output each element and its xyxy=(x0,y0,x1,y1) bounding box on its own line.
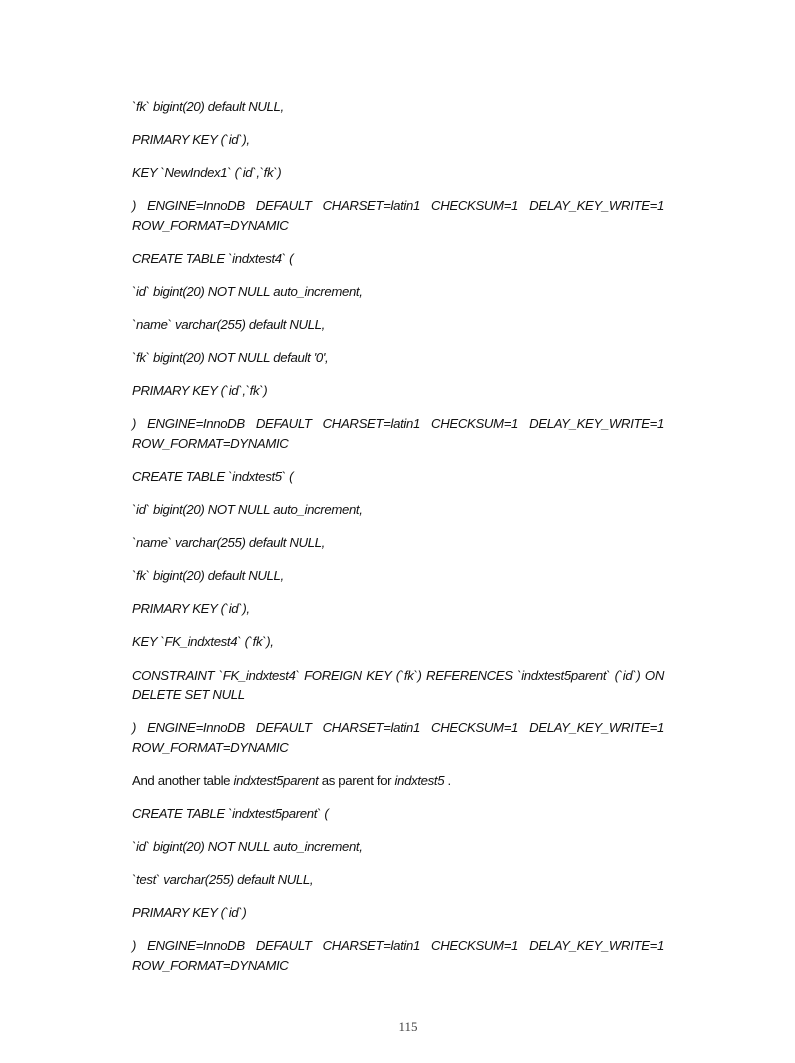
code-line: `fk` bigint(20) default NULL, xyxy=(132,99,284,114)
table-name: indxtest5parent xyxy=(233,772,319,788)
code-line: `fk` bigint(20) NOT NULL default '0', xyxy=(132,350,329,366)
code-line: PRIMARY KEY (`id`), xyxy=(132,132,250,148)
code-line: PRIMARY KEY (`id`,`fk`) xyxy=(132,383,268,399)
code-line: `id` bigint(20) NOT NULL auto_increment, xyxy=(132,502,363,518)
code-line: `id` bigint(20) NOT NULL auto_increment, xyxy=(132,283,363,299)
code-line: ) ENGINE=InnoDB DEFAULT CHARSET=latin1 CHECKSUM=1 DELAY_KEY_WRITE=1 ROW_FORMAT=DYNAMIC xyxy=(132,938,664,973)
code-line: `name` varchar(255) default NULL, xyxy=(132,535,325,551)
child-table-name: indxtest5 xyxy=(394,772,445,788)
code-line: CONSTRAINT `FK_indxtest4` FOREIGN KEY (`fk`) REFERENCES `indxtest5parent` (`id`) ON DELETE SET NULL xyxy=(132,667,664,702)
code-line: `fk` bigint(20) default NULL, xyxy=(132,568,284,584)
code-line: KEY `NewIndex1` (`id`,`fk`) xyxy=(132,165,282,181)
body-sentence xyxy=(132,771,664,791)
code-line: ) ENGINE=InnoDB DEFAULT CHARSET=latin1 CHECKSUM=1 DELAY_KEY_WRITE=1 ROW_FORMAT=DYNAMIC xyxy=(132,416,664,451)
code-line: CREATE TABLE `indxtest5` ( xyxy=(132,468,294,484)
code-line: CREATE TABLE `indxtest4` ( xyxy=(132,250,294,266)
code-line: ) ENGINE=InnoDB DEFAULT CHARSET=latin1 CHECKSUM=1 DELAY_KEY_WRITE=1 ROW_FORMAT=DYNAMIC xyxy=(132,720,664,755)
sentence-middle: as parent for xyxy=(318,772,395,788)
code-line: PRIMARY KEY (`id`) xyxy=(132,905,247,921)
code-line: `name` varchar(255) default NULL, xyxy=(132,317,325,333)
page-content xyxy=(132,97,664,989)
sentence-suffix: . xyxy=(444,772,451,788)
sentence-prefix: And another table xyxy=(132,772,234,788)
code-line: KEY `FK_indxtest4` (`fk`), xyxy=(132,634,274,650)
page-number: 115 xyxy=(398,1019,418,1034)
code-line: PRIMARY KEY (`id`), xyxy=(132,601,250,617)
code-line: `test` varchar(255) default NULL, xyxy=(132,871,314,887)
code-line: CREATE TABLE `indxtest5parent` ( xyxy=(132,805,329,821)
code-line: ) ENGINE=InnoDB DEFAULT CHARSET=latin1 CHECKSUM=1 DELAY_KEY_WRITE=1 ROW_FORMAT=DYNAMIC xyxy=(132,198,664,233)
code-line: `id` bigint(20) NOT NULL auto_increment, xyxy=(132,838,363,854)
